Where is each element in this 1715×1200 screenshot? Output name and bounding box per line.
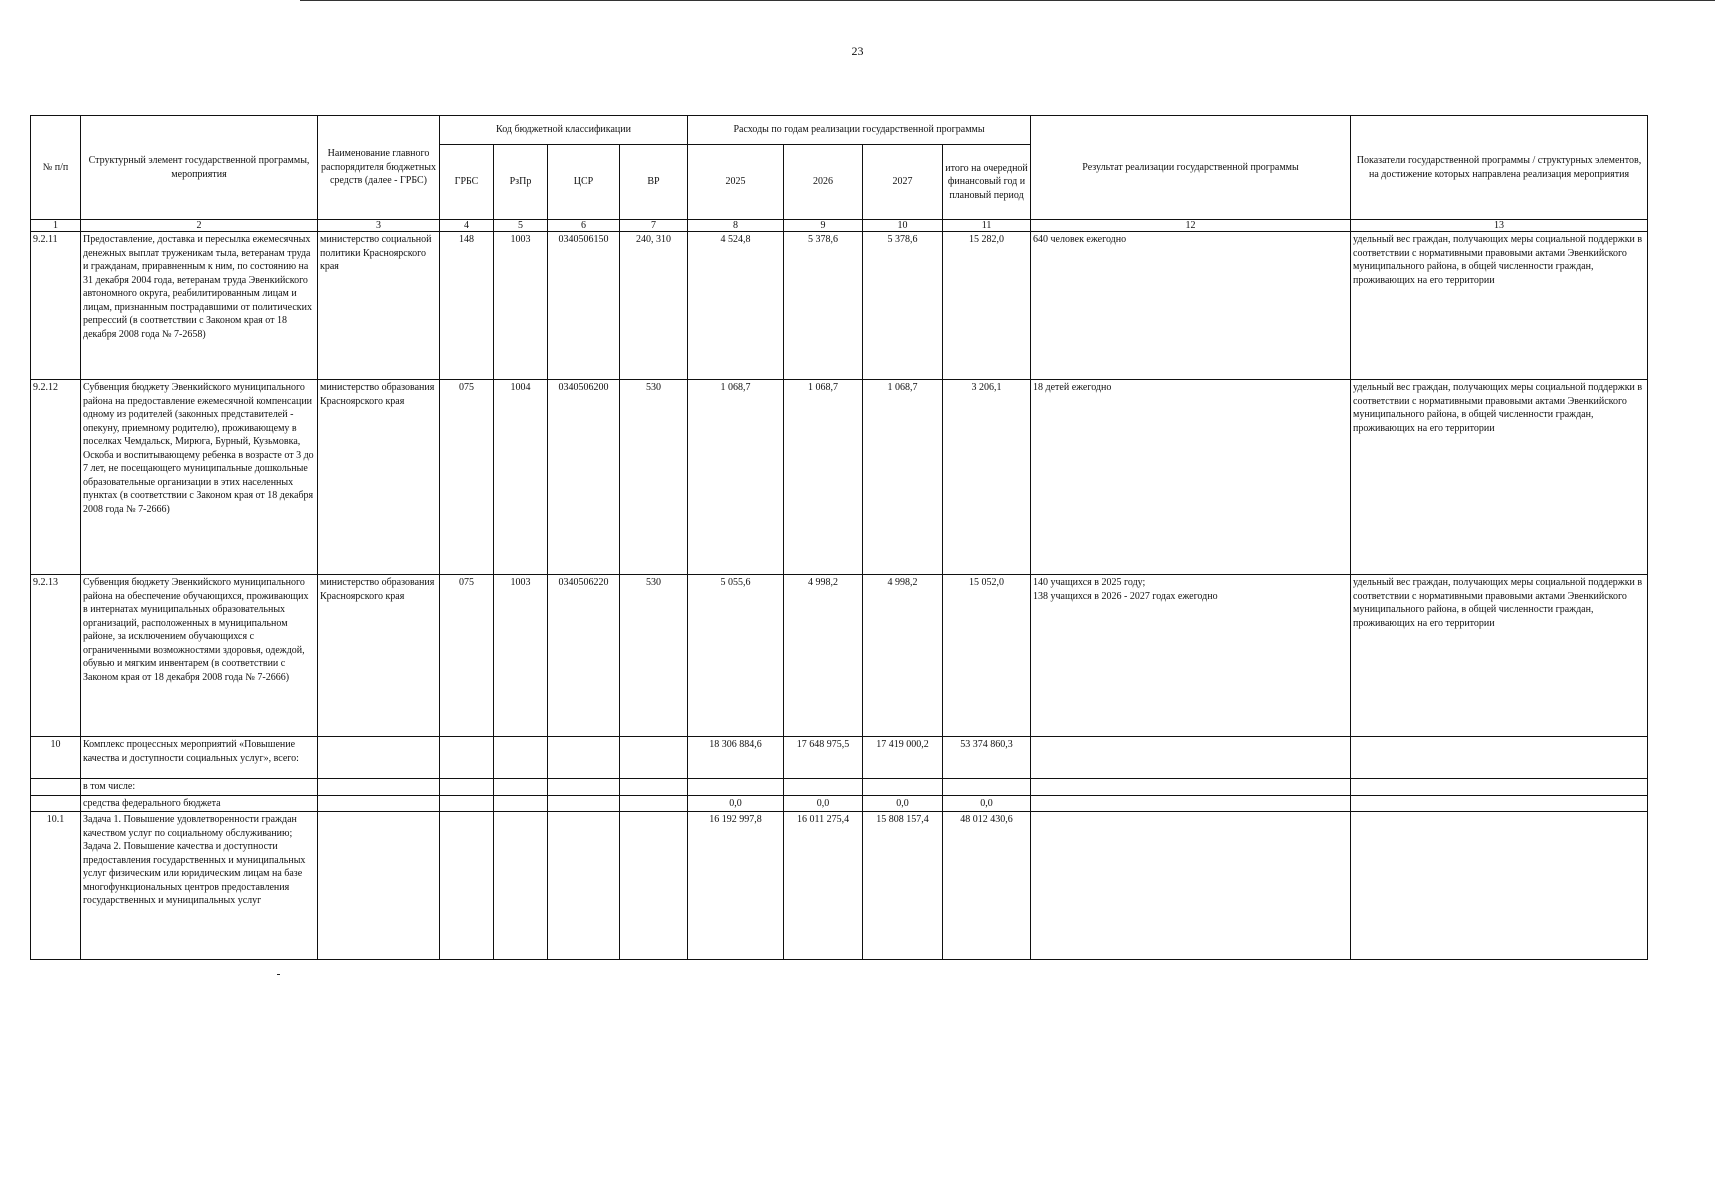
- header-year-2026: 2026: [784, 145, 863, 220]
- row-grbs-name: министерство образования Красноярского края: [318, 575, 440, 737]
- header-total: итого на очередной финансовый год и плановый период: [943, 145, 1031, 220]
- row-vr: 530: [620, 575, 688, 737]
- header-program-result: Результат реализации государственной программы: [1031, 116, 1351, 220]
- header-grbs-code: ГРБС: [440, 145, 494, 220]
- federal-total: 0,0: [943, 795, 1031, 812]
- task-2025: 16 192 997,8: [688, 812, 784, 960]
- header-num: № п/п: [31, 116, 81, 220]
- row-2026: 1 068,7: [784, 380, 863, 575]
- row-result: [1031, 575, 1351, 737]
- row-grbs-code: 075: [440, 575, 494, 737]
- header-budget-classification-code: Код бюджетной классификации: [440, 116, 688, 145]
- row-csr: 0340506200: [548, 380, 620, 575]
- complex-2027: 17 419 000,2: [863, 737, 943, 779]
- row-result-line: 138 учащихся в 2026 - 2027 годах ежегодно: [1033, 590, 1218, 602]
- column-number: 10: [863, 220, 943, 232]
- row-2027: 4 998,2: [863, 575, 943, 737]
- scan-top-edge-line: [300, 0, 1715, 1]
- task-2027: 15 808 157,4: [863, 812, 943, 960]
- row-2027: 5 378,6: [863, 232, 943, 380]
- task-line: Задача 1. Повышение удовлетворенности граждан качеством услуг по социальному обслуживанию;: [83, 814, 297, 839]
- row-indicator: удельный вес граждан, получающих меры социальной поддержки в соответствии с нормативными правовыми актами Эвенкийского муниципального района, в общей численности граждан, проживающих на его территории: [1351, 575, 1648, 737]
- column-number-row: [31, 220, 1648, 232]
- row-element: Субвенция бюджету Эвенкийского муниципального района на предоставление ежемесячной компенсации одному из родителей (законных представителей - опекуну, приемному родителю), проживающему в поселках Чемдальск, Мирюга, Бурный, Кузьмовка, Оскоба и воспитывающему ребенка в возрасте от 3 до 7 лет, не посещающего муниципальные дошкольные образовательные организации в этих населенных пунктах (в соответствии с Законом края от 18 декабря 2008 года № 7-2666): [81, 380, 318, 575]
- task-number: 10.1: [31, 812, 81, 960]
- row-element: Субвенция бюджету Эвенкийского муниципального района на обеспечение обучающихся, проживающих в интернатах муниципальных образовательных организаций, расположенных в муниципальном районе, за исключением обучающихся с ограниченными возможностями здоровья, одеждой, обувью и мягким инвентарем (в соответствии с Законом края от 18 декабря 2008 года № 7-2666): [81, 575, 318, 737]
- federal-2027: 0,0: [863, 795, 943, 812]
- header-row-1: [31, 116, 1648, 145]
- row-number: 9.2.13: [31, 575, 81, 737]
- row-rzpr: 1004: [494, 380, 548, 575]
- federal-budget-label: средства федерального бюджета: [81, 795, 318, 812]
- row-csr: 0340506150: [548, 232, 620, 380]
- row-element: Предоставление, доставка и пересылка ежемесячных денежных выплат труженикам тыла, ветеранам труда и гражданам, приравненным к ним, по состоянию на 31 декабря 2004 года, ветеранам труда Эвенкийского автономного округа, реабилитированным лицам и лицам, признанным пострадавшими от политических репрессий (в соответствии с Законом края от 18 декабря 2008 года № 7-2658): [81, 232, 318, 380]
- column-number: 8: [688, 220, 784, 232]
- header-rzpr: РзПр: [494, 145, 548, 220]
- row-grbs-name: министерство образования Красноярского края: [318, 380, 440, 575]
- task-total: 48 012 430,6: [943, 812, 1031, 960]
- row-2025: 4 524,8: [688, 232, 784, 380]
- row-vr: 530: [620, 380, 688, 575]
- row-grbs-name: министерство социальной политики Красноярского края: [318, 232, 440, 380]
- column-number: 5: [494, 220, 548, 232]
- column-number: 11: [943, 220, 1031, 232]
- scan-mark: [277, 974, 280, 975]
- row-grbs-code: 148: [440, 232, 494, 380]
- column-number: 9: [784, 220, 863, 232]
- row-total: 15 282,0: [943, 232, 1031, 380]
- header-year-2027: 2027: [863, 145, 943, 220]
- federal-2026: 0,0: [784, 795, 863, 812]
- column-number: 6: [548, 220, 620, 232]
- table-row: [31, 232, 1648, 380]
- task-row: [31, 812, 1648, 960]
- complex-total-row: [31, 737, 1648, 779]
- complex-total: 53 374 860,3: [943, 737, 1031, 779]
- row-2026: 5 378,6: [784, 232, 863, 380]
- task-line: Задача 2. Повышение качества и доступности предоставления государственных и муниципальных услуг физическим или юридическим лицам на базе многофункциональных центров предоставления государственных и муниципальных услуг: [83, 841, 306, 906]
- header-expenses-by-year: Расходы по годам реализации государственной программы: [688, 116, 1031, 145]
- row-total: 15 052,0: [943, 575, 1031, 737]
- row-vr: 240, 310: [620, 232, 688, 380]
- row-rzpr: 1003: [494, 575, 548, 737]
- column-number: 3: [318, 220, 440, 232]
- task-2026: 16 011 275,4: [784, 812, 863, 960]
- column-number: 1: [31, 220, 81, 232]
- row-total: 3 206,1: [943, 380, 1031, 575]
- column-number: 13: [1351, 220, 1648, 232]
- row-2025: 5 055,6: [688, 575, 784, 737]
- column-number: 4: [440, 220, 494, 232]
- complex-2026: 17 648 975,5: [784, 737, 863, 779]
- row-result: 640 человек ежегодно: [1031, 232, 1351, 380]
- column-number: 7: [620, 220, 688, 232]
- row-grbs-code: 075: [440, 380, 494, 575]
- row-number: 9.2.12: [31, 380, 81, 575]
- row-result-line: 140 учащихся в 2025 году;: [1033, 577, 1146, 588]
- task-element: [81, 812, 318, 960]
- complex-element: Комплекс процессных мероприятий «Повышение качества и доступности социальных услуг», всего:: [81, 737, 318, 779]
- table-row: [31, 380, 1648, 575]
- row-indicator: удельный вес граждан, получающих меры социальной поддержки в соответствии с нормативными правовыми актами Эвенкийского муниципального района, в общей численности граждан, проживающих на его территории: [1351, 232, 1648, 380]
- column-number: 12: [1031, 220, 1351, 232]
- header-program-indicators: Показатели государственной программы / структурных элементов, на достижение которых направлена реализация мероприятия: [1351, 116, 1648, 220]
- header-structural-element: Структурный элемент государственной программы, мероприятия: [81, 116, 318, 220]
- page-number: 23: [851, 44, 864, 58]
- header-csr: ЦСР: [548, 145, 620, 220]
- federal-budget-row: [31, 795, 1648, 812]
- row-2025: 1 068,7: [688, 380, 784, 575]
- in-that-number-row: [31, 779, 1648, 796]
- row-number: 9.2.11: [31, 232, 81, 380]
- row-rzpr: 1003: [494, 232, 548, 380]
- federal-2025: 0,0: [688, 795, 784, 812]
- header-year-2025: 2025: [688, 145, 784, 220]
- row-result: 18 детей ежегодно: [1031, 380, 1351, 575]
- budget-table: [30, 115, 1648, 960]
- complex-2025: 18 306 884,6: [688, 737, 784, 779]
- row-2027: 1 068,7: [863, 380, 943, 575]
- row-2026: 4 998,2: [784, 575, 863, 737]
- column-number: 2: [81, 220, 318, 232]
- row-indicator: удельный вес граждан, получающих меры социальной поддержки в соответствии с нормативными правовыми актами Эвенкийского муниципального района, в общей численности граждан, проживающих на его территории: [1351, 380, 1648, 575]
- header-grbs-name: Наименование главного распорядителя бюджетных средств (далее - ГРБС): [318, 116, 440, 220]
- in-that-number-label: в том числе:: [81, 779, 318, 796]
- table-row: [31, 575, 1648, 737]
- complex-number: 10: [31, 737, 81, 779]
- row-csr: 0340506220: [548, 575, 620, 737]
- header-vr: ВР: [620, 145, 688, 220]
